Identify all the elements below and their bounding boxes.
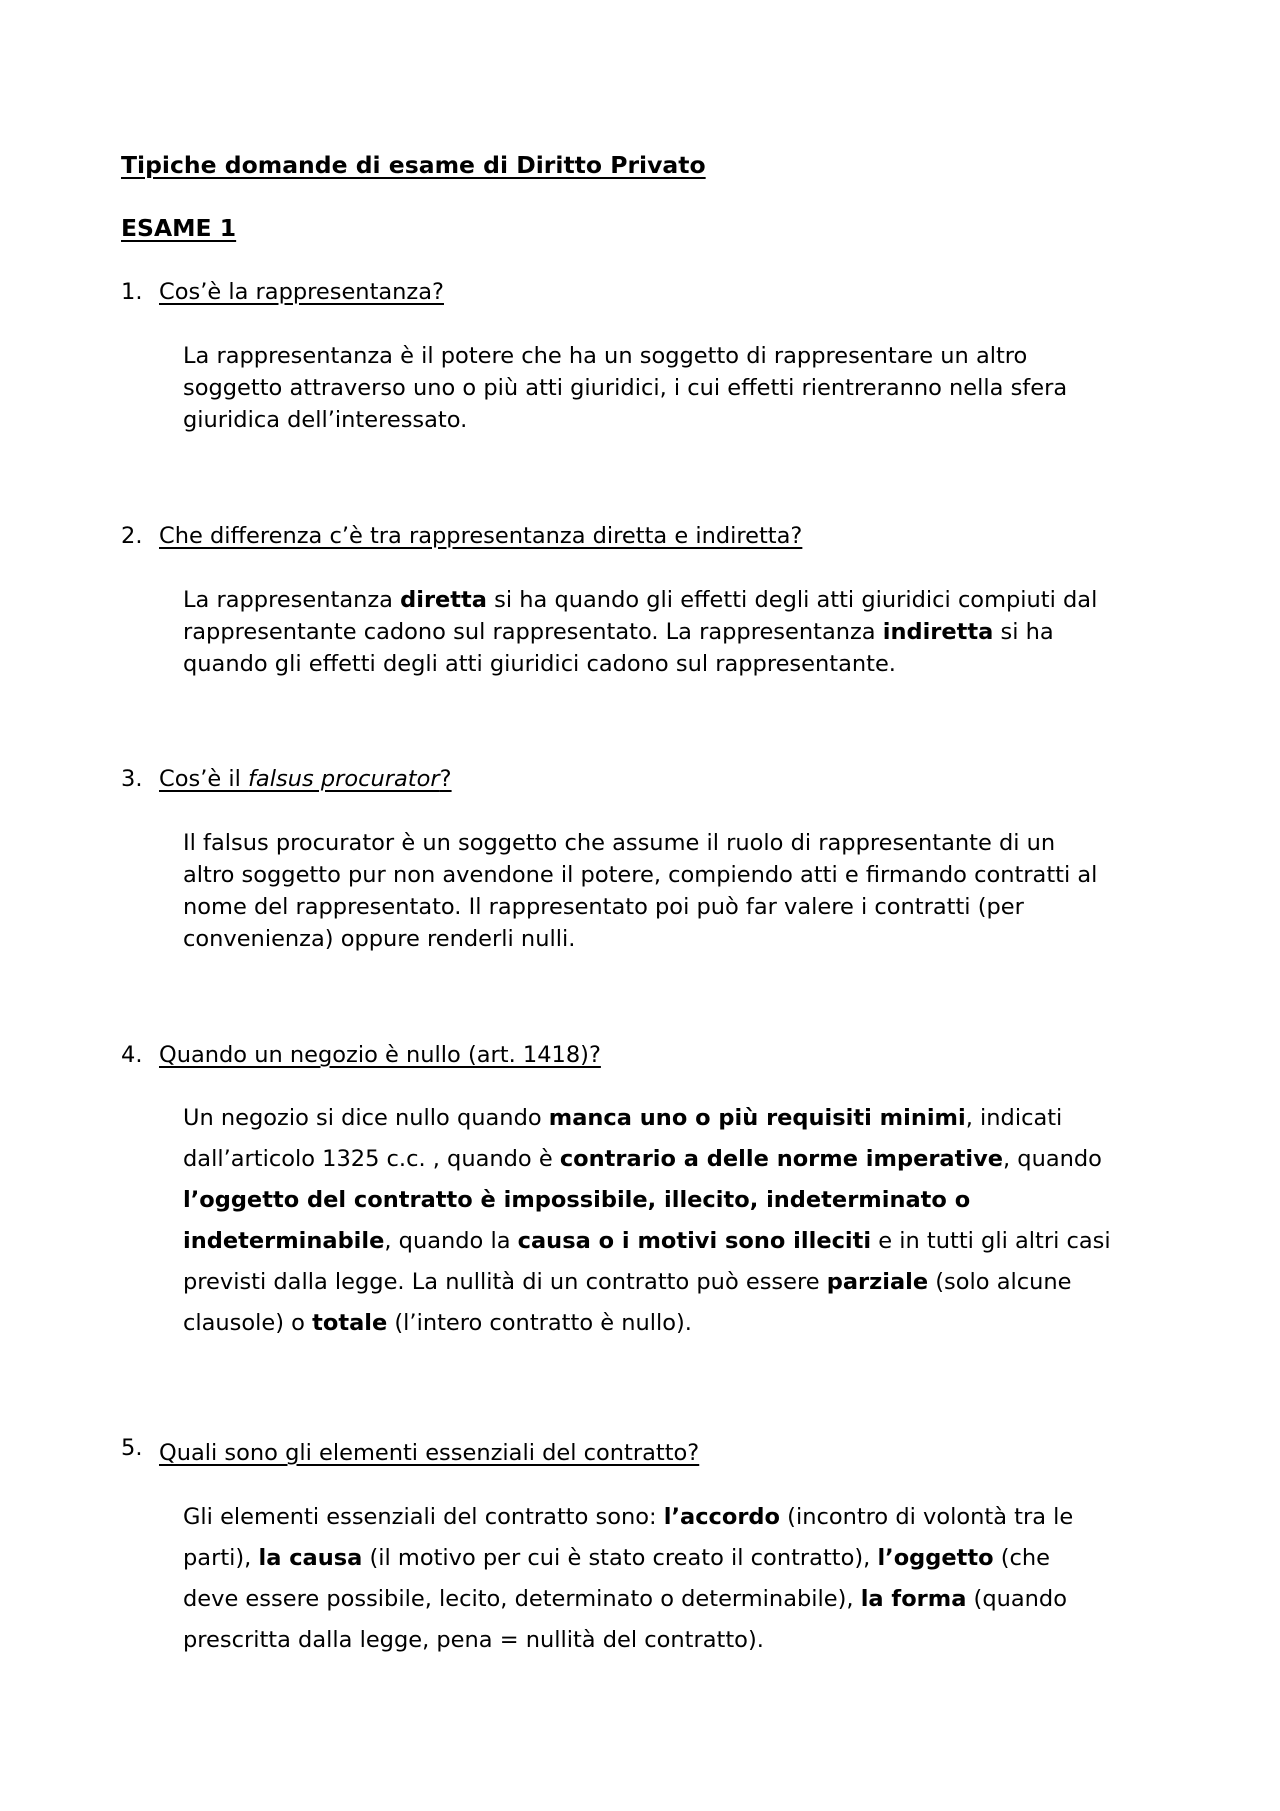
answer-line — [183, 340, 1183, 372]
answer-line — [183, 648, 1183, 680]
answer-line — [183, 1262, 1183, 1303]
question-suffix: ? — [439, 766, 452, 792]
question-number: 2. — [121, 523, 143, 549]
answer-text: altro soggetto pur non avendone il potere, compiendo atti e firmando contratti al — [183, 862, 1098, 888]
bold-text: diretta — [400, 587, 487, 613]
answer-text: La rappresentanza è il potere che ha un soggetto di rappresentare un altro — [183, 343, 1028, 369]
answer-text: (solo alcune — [928, 1269, 1072, 1295]
document-title: Tipiche domande di esame di Diritto Privato — [121, 151, 706, 179]
answer-text: (incontro di volontà tra le — [780, 1504, 1074, 1530]
answer-line — [183, 923, 1183, 955]
answer-line — [183, 1180, 1183, 1221]
answer-text: Un negozio si dice nullo quando — [183, 1105, 549, 1131]
question-text: Cos’è la rappresentanza? — [159, 279, 444, 305]
answer-paragraph — [183, 1098, 1183, 1344]
answer-paragraph — [183, 584, 1183, 680]
answer-text: convenienza) oppure renderli nulli. — [183, 926, 576, 952]
bold-text: causa o i motivi sono illeciti — [517, 1228, 872, 1254]
question-text: Quali sono gli elementi essenziali del contratto? — [159, 1440, 700, 1466]
answer-paragraph — [183, 340, 1183, 436]
answer-text: e in tutti gli altri casi — [871, 1228, 1111, 1254]
bold-text: parziale — [826, 1269, 929, 1295]
answer-line — [183, 616, 1183, 648]
exam-heading: ESAME 1 — [121, 214, 237, 242]
question-text — [159, 764, 452, 794]
answer-line — [183, 859, 1183, 891]
answer-text: clausole) o — [183, 1310, 313, 1336]
answer-line — [183, 1221, 1183, 1262]
answer-text: quando gli effetti degli atti giuridici cadono sul rappresentante. — [183, 651, 896, 677]
answer-text: si ha quando gli effetti degli atti giuridici compiuti dal — [487, 587, 1098, 613]
bold-text: indiretta — [882, 619, 994, 645]
bold-text: la causa — [258, 1545, 363, 1571]
bold-text: totale — [312, 1310, 388, 1336]
answer-text: , quando — [1003, 1146, 1102, 1172]
bold-text: l’oggetto — [877, 1545, 994, 1571]
answer-line — [183, 891, 1183, 923]
answer-line — [183, 1303, 1183, 1344]
answer-text: dall’articolo 1325 c.c. , quando è — [183, 1146, 560, 1172]
question-prefix: Cos’è il — [159, 766, 249, 792]
bold-text: contrario a delle norme imperative — [559, 1146, 1003, 1172]
answer-text: parti), — [183, 1545, 259, 1571]
answer-text: , indicati — [965, 1105, 1063, 1131]
bold-text: la forma — [860, 1586, 967, 1612]
answer-text: (che — [993, 1545, 1051, 1571]
question-number: 1. — [121, 279, 143, 305]
question-number: 4. — [121, 1042, 143, 1068]
answer-line — [183, 1620, 1183, 1661]
answer-paragraph — [183, 1497, 1183, 1661]
answer-text: previsti dalla legge. La nullità di un contratto può essere — [183, 1269, 827, 1295]
answer-text: (l’intero contratto è nullo). — [387, 1310, 692, 1336]
answer-line — [183, 827, 1183, 859]
bold-text: l’accordo — [663, 1504, 781, 1530]
bold-text: manca uno o più requisiti minimi — [548, 1105, 966, 1131]
answer-text: si ha — [993, 619, 1054, 645]
answer-text: deve essere possibile, lecito, determinato o determinabile), — [183, 1586, 861, 1612]
answer-text: soggetto attraverso uno o più atti giuridici, i cui effetti rientreranno nella sfera — [183, 375, 1068, 401]
question-text: Che differenza c’è tra rappresentanza diretta e indiretta? — [159, 523, 803, 549]
bold-text: l’oggetto del contratto è impossibile, illecito, indeterminato o — [183, 1187, 971, 1213]
answer-paragraph — [183, 827, 1183, 955]
answer-line — [183, 1098, 1183, 1139]
answer-text: rappresentante cadono sul rappresentato. La rappresentanza — [183, 619, 883, 645]
bold-text: indeterminabile — [183, 1228, 385, 1254]
answer-text: prescritta dalla legge, pena = nullità del contratto). — [183, 1627, 764, 1653]
answer-text: Il falsus procurator è un soggetto che assume il ruolo di rappresentante di un — [183, 830, 1056, 856]
answer-line — [183, 404, 1183, 436]
answer-text: Gli elementi essenziali del contratto sono: — [183, 1504, 664, 1530]
question-text: Quando un negozio è nullo (art. 1418)? — [159, 1042, 601, 1068]
answer-line — [183, 1579, 1183, 1620]
answer-line — [183, 1538, 1183, 1579]
question-number: 5. — [121, 1435, 143, 1461]
answer-text: La rappresentanza — [183, 587, 401, 613]
answer-text: , quando la — [384, 1228, 518, 1254]
answer-text: nome del rappresentato. Il rappresentato poi può far valere i contratti (per — [183, 894, 1024, 920]
answer-line — [183, 1139, 1183, 1180]
answer-line — [183, 1497, 1183, 1538]
question-number: 3. — [121, 766, 143, 792]
answer-text: (il motivo per cui è stato creato il contratto), — [362, 1545, 878, 1571]
answer-text: (quando — [966, 1586, 1067, 1612]
answer-text: giuridica dell’interessato. — [183, 407, 468, 433]
question-italic-term: falsus procurator — [248, 766, 440, 792]
answer-line — [183, 372, 1183, 404]
answer-line — [183, 584, 1183, 616]
